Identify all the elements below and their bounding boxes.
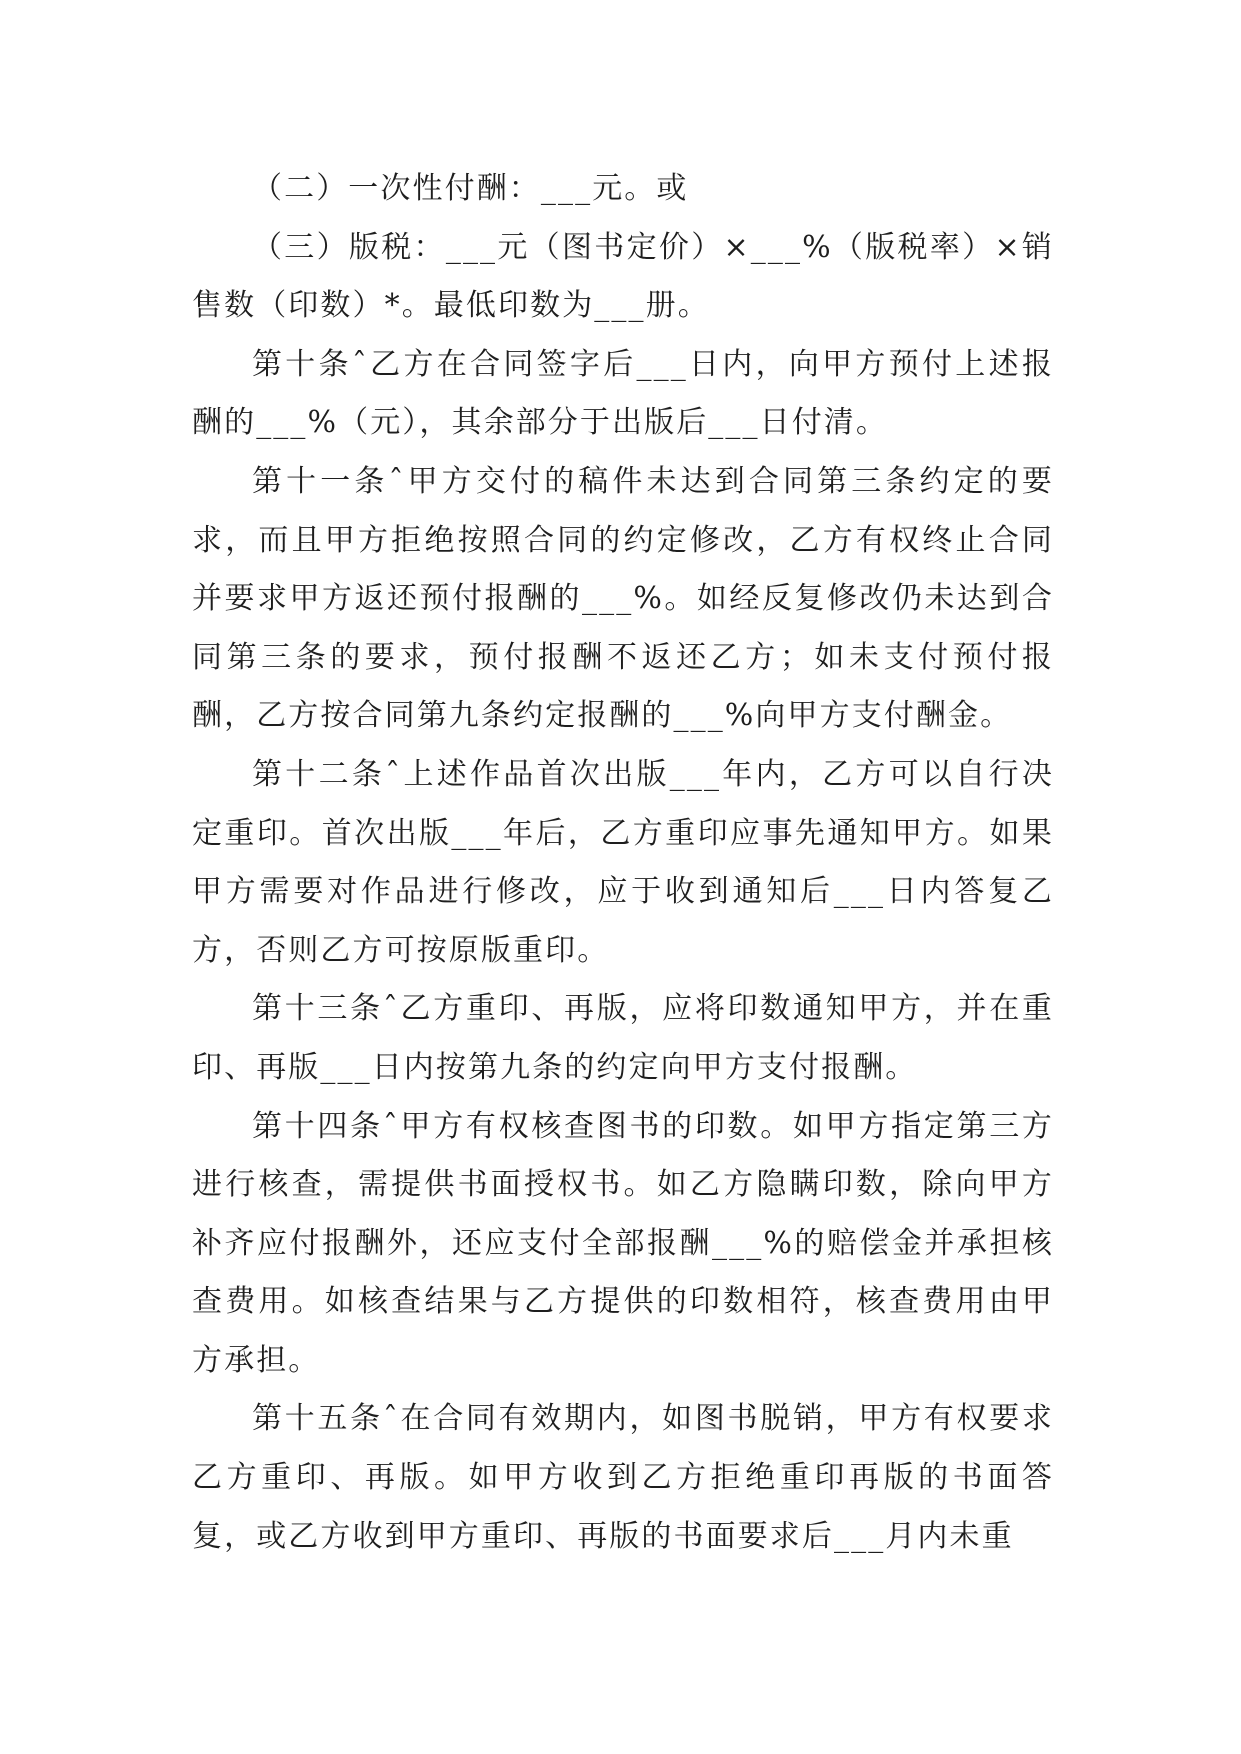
paragraph-article-14: 第十四条ˆ甲方有权核查图书的印数。如甲方指定第三方进行核查，需提供书面授权书。如乙方隐瞒印数，除向甲方补齐应付报酬外，还应支付全部报酬___%的赔偿金并承担核查费用。如核查结果与乙方提供的印数相符，核查费用由甲方承担。 — [192, 1108, 1054, 1378]
paragraph-article-12: 第十二条ˆ上述作品首次出版___年内，乙方可以自行决定重印。首次出版___年后，乙方重印应事先通知甲方。如果甲方需要对作品进行修改，应于收到通知后___日内答复乙方，否则乙方可按原版重印。 — [192, 756, 1054, 968]
paragraph-article-15: 第十五条ˆ在合同有效期内，如图书脱销，甲方有权要求乙方重印、再版。如甲方收到乙方拒绝重印再版的书面答复，或乙方收到甲方重印、再版的书面要求后___月内未重 — [192, 1401, 1054, 1554]
paragraph-article-13: 第十三条ˆ乙方重印、再版，应将印数通知甲方，并在重印、再版___日内按第九条的约定向甲方支付报酬。 — [192, 991, 1054, 1085]
document-body — [192, 160, 1054, 1566]
paragraph-article-11: 第十一条ˆ甲方交付的稿件未达到合同第三条约定的要求，而且甲方拒绝按照合同的约定修改，乙方有权终止合同并要求甲方返还预付报酬的___%。如经反复修改仍未达到合同第三条的要求，预付报酬不返还乙方；如未支付预付报酬，乙方按合同第九条约定报酬的___%向甲方支付酬金。 — [192, 463, 1054, 734]
paragraph-royalty: （三）版税：___元（图书定价）×___%（版税率）×销售数（印数）*。最低印数为___册。 — [192, 229, 1054, 324]
paragraph-article-10: 第十条ˆ乙方在合同签字后___日内，向甲方预付上述报酬的___%（元），其余部分于出版后___日付清。 — [192, 346, 1054, 441]
paragraph-lump-sum-payment: （二）一次性付酬：___元。或 — [252, 171, 689, 206]
